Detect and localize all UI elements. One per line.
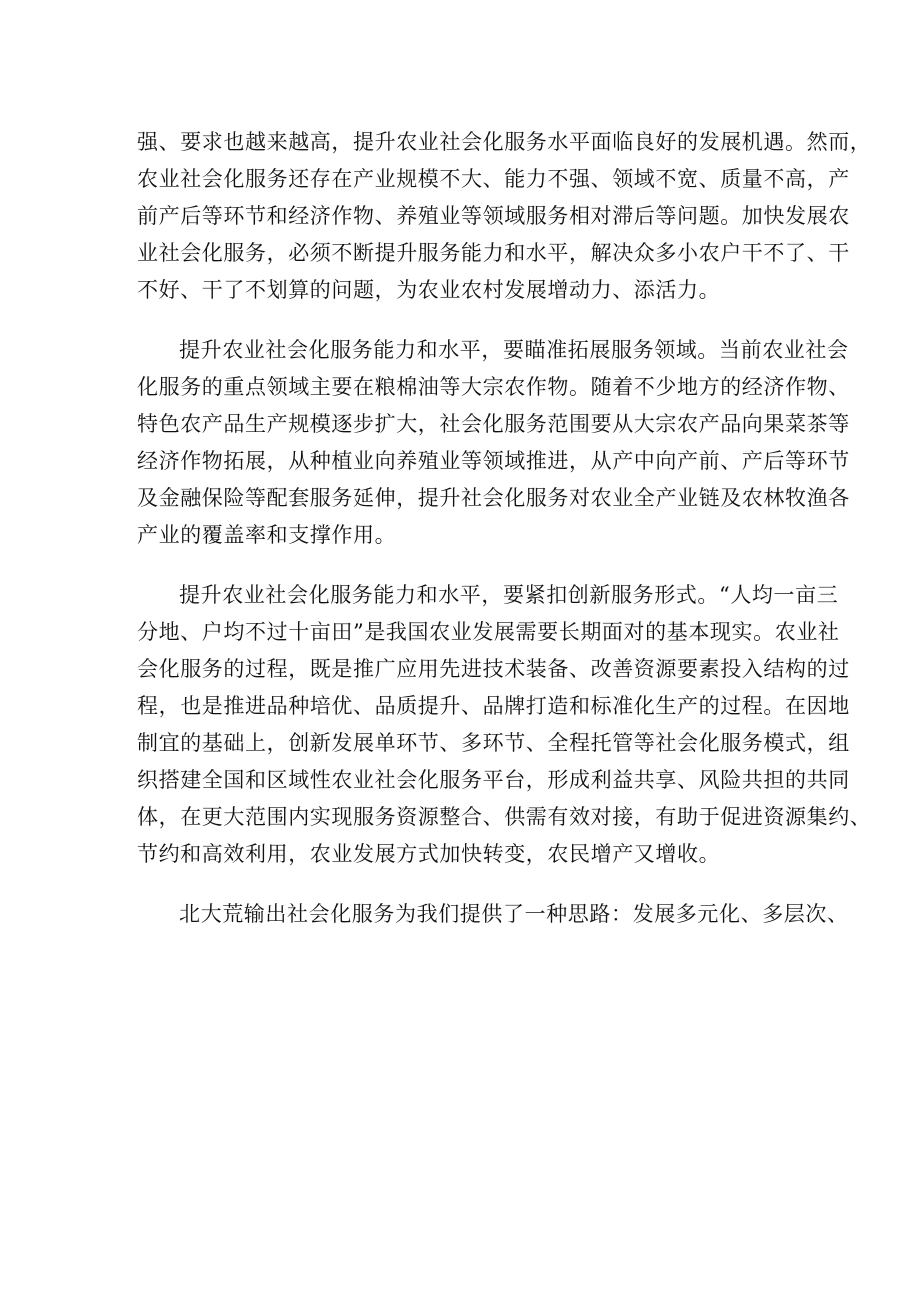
paragraph-1: [137, 124, 872, 309]
text-line: 化服务的重点领域主要在粮棉油等大宗农作物。随着不少地方的经济作物、: [137, 375, 850, 399]
document-body: [137, 124, 872, 956]
text-line: 北大荒输出社会化服务为我们提供了一种思路：发展多元化、多层次、: [179, 902, 849, 926]
text-line: 经济作物拓展，从种植业向养殖业等领域推进，从产中向产前、产后等环节: [137, 449, 850, 473]
paragraph-4: [137, 896, 849, 933]
paragraph-2: [137, 332, 850, 554]
text-line: 业社会化服务，必须不断提升服务能力和水平，解决众多小农户干不了、干: [137, 241, 850, 265]
text-line: 织搭建全国和区域性农业社会化服务平台，形成利益共享、风险共担的共同: [137, 768, 850, 792]
text-line: 强、要求也越来越高，提升农业社会化服务水平面临良好的发展机遇。然而，: [137, 130, 872, 154]
text-line: 体，在更大范围内实现服务资源整合、供需有效对接，有助于促进资源集约、: [137, 805, 872, 829]
text-line: 特色农产品生产规模逐步扩大，社会化服务范围要从大宗农产品向果菜茶等: [137, 412, 850, 436]
text-line: 及金融保险等配套服务延伸，提升社会化服务对农业全产业链及农林牧渔各: [137, 486, 850, 510]
text-line: 农业社会化服务还存在产业规模不大、能力不强、领域不宽、质量不高，产: [137, 167, 850, 191]
paragraph-3: [137, 577, 872, 873]
text-line: 制宜的基础上，创新发展单环节、多环节、全程托管等社会化服务模式，组: [137, 731, 850, 755]
text-line: 提升农业社会化服务能力和水平，要紧扣创新服务形式。“人均一亩三: [179, 583, 839, 607]
text-line: 分地、户均不过十亩田”是我国农业发展需要长期面对的基本现实。农业社: [137, 620, 840, 644]
text-line: 程，也是推进品种培优、品质提升、品牌打造和标准化生产的过程。在因地: [137, 694, 850, 718]
text-line: 提升农业社会化服务能力和水平，要瞄准拓展服务领域。当前农业社会: [179, 338, 849, 362]
text-line: 不好、干了不划算的问题，为农业农村发展增动力、添活力。: [137, 278, 721, 302]
text-line: 会化服务的过程，既是推广应用先进技术装备、改善资源要素投入结构的过: [137, 657, 850, 681]
text-line: 节约和高效利用，农业发展方式加快转变，农民增产又增收。: [137, 842, 721, 866]
text-line: 前产后等环节和经济作物、养殖业等领域服务相对滞后等问题。加快发展农: [137, 204, 850, 228]
text-line: 产业的覆盖率和支撑作用。: [137, 523, 397, 547]
